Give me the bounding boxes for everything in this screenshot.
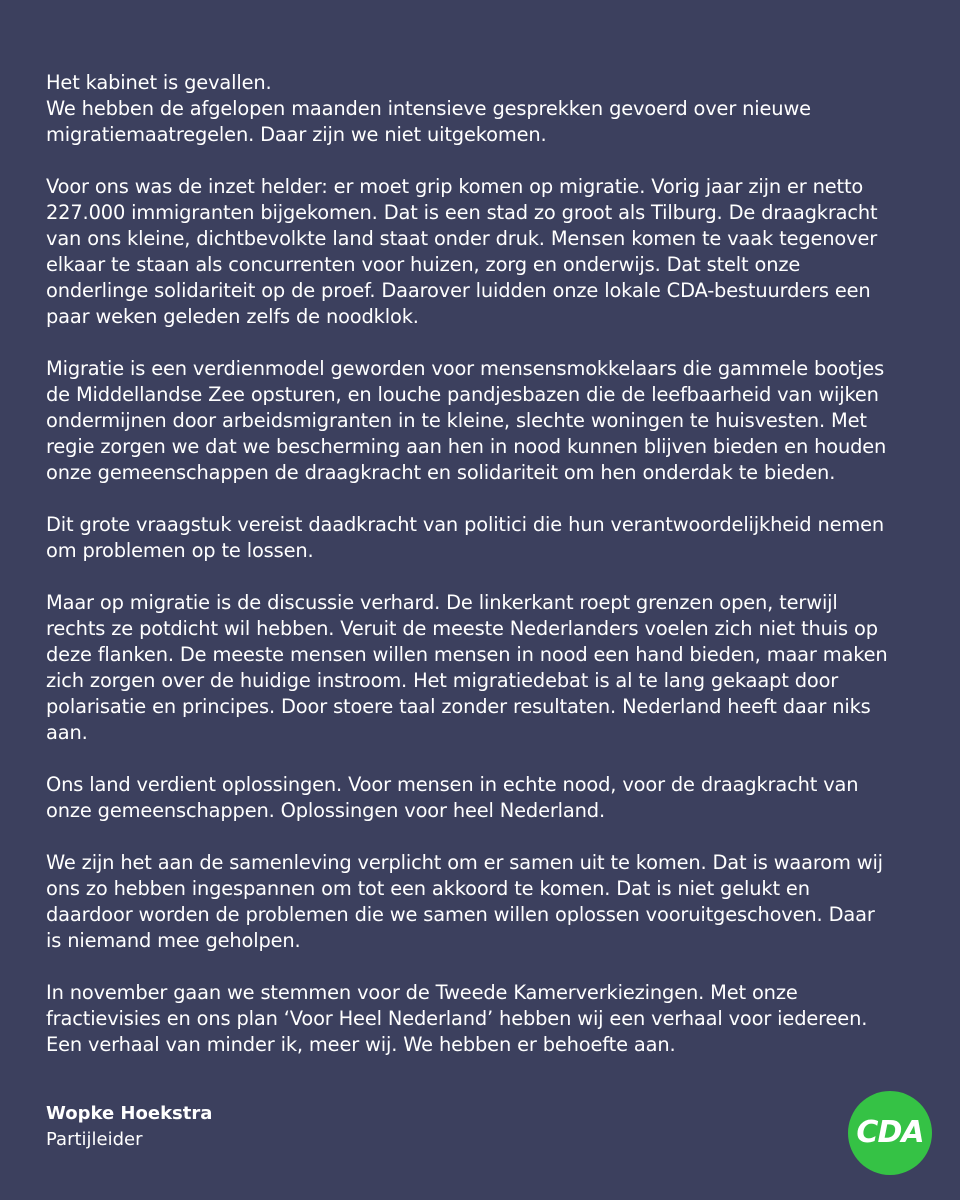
text-line: Een verhaal van minder ik, meer wij. We hebben er behoefte aan. xyxy=(46,1033,676,1056)
signatory-role: Partijleider xyxy=(46,1129,143,1150)
text-line: In november gaan we stemmen voor de Tweede Kamerverkiezingen. Met onze xyxy=(46,981,798,1004)
text-line: regie zorgen we dat we bescherming aan hen in nood kunnen blijven bieden en houden xyxy=(46,435,887,458)
text-line: daardoor worden de problemen die we samen willen oplossen vooruitgeschoven. Daar xyxy=(46,903,875,926)
text-line: deze flanken. De meeste mensen willen mensen in nood een hand bieden, maar maken xyxy=(46,643,888,666)
text-line: Maar op migratie is de discussie verhard. De linkerkant roept grenzen open, terwijl xyxy=(46,591,838,614)
text-line: aan. xyxy=(46,721,88,744)
text-line: is niemand mee geholpen. xyxy=(46,929,301,952)
paragraph xyxy=(46,980,922,1058)
text-line: van ons kleine, dichtbevolkte land staat onder druk. Mensen komen te vaak tegenover xyxy=(46,227,878,250)
paragraph xyxy=(46,850,922,954)
text-line: 227.000 immigranten bijgekomen. Dat is een stad zo groot als Tilburg. De draagkracht xyxy=(46,201,878,224)
text-line: Dit grote vraagstuk vereist daadkracht van politici die hun verantwoordelijkheid nemen xyxy=(46,513,885,536)
paragraph xyxy=(46,512,922,564)
text-line: We hebben de afgelopen maanden intensieve gesprekken gevoerd over nieuwe xyxy=(46,97,811,120)
signature-block xyxy=(46,1101,212,1153)
text-line: We zijn het aan de samenleving verplicht om er samen uit te komen. Dat is waarom wij xyxy=(46,851,883,874)
paragraph xyxy=(46,356,922,486)
paragraph xyxy=(46,70,922,148)
text-line: om problemen op te lossen. xyxy=(46,539,314,562)
text-line: rechts ze potdicht wil hebben. Veruit de meeste Nederlanders voelen zich niet thuis op xyxy=(46,617,878,640)
logo-text: CDA xyxy=(856,1115,924,1150)
text-line: polarisatie en principes. Door stoere taal zonder resultaten. Nederland heeft daar niks xyxy=(46,695,871,718)
text-line: Migratie is een verdienmodel geworden voor mensensmokkelaars die gammele bootjes xyxy=(46,357,885,380)
text-line: Ons land verdient oplossingen. Voor mensen in echte nood, voor de draagkracht van xyxy=(46,773,859,796)
paragraph xyxy=(46,772,922,824)
text-line: fractievisies en ons plan ‘Voor Heel Nederland’ hebben wij een verhaal voor iedereen. xyxy=(46,1007,868,1030)
text-line: migratiemaatregelen. Daar zijn we niet uitgekomen. xyxy=(46,123,547,146)
text-line: Voor ons was de inzet helder: er moet grip komen op migratie. Vorig jaar zijn er netto xyxy=(46,175,864,198)
paragraph xyxy=(46,174,922,330)
text-line: Het kabinet is gevallen. xyxy=(46,71,272,94)
text-line: ons zo hebben ingespannen om tot een akkoord te komen. Dat is niet gelukt en xyxy=(46,877,810,900)
text-line: de Middellandse Zee opsturen, en louche pandjesbazen die de leefbaarheid van wijken xyxy=(46,383,879,406)
text-line: onze gemeenschappen. Oplossingen voor heel Nederland. xyxy=(46,799,605,822)
cda-logo xyxy=(848,1091,932,1175)
paragraph xyxy=(46,590,922,746)
text-line: onderlinge solidariteit op de proef. Daarover luidden onze lokale CDA-bestuurders een xyxy=(46,279,871,302)
statement-letter xyxy=(46,70,922,1084)
text-line: ondermijnen door arbeidsmigranten in te kleine, slechte woningen te huisvesten. Met xyxy=(46,409,867,432)
text-line: paar weken geleden zelfs de noodklok. xyxy=(46,305,419,328)
text-line: onze gemeenschappen de draagkracht en solidariteit om hen onderdak te bieden. xyxy=(46,461,836,484)
text-line: zich zorgen over de huidige instroom. Het migratiedebat is al te lang gekaapt door xyxy=(46,669,839,692)
text-line: elkaar te staan als concurrenten voor huizen, zorg en onderwijs. Dat stelt onze xyxy=(46,253,801,276)
signatory-name: Wopke Hoekstra xyxy=(46,1103,213,1124)
